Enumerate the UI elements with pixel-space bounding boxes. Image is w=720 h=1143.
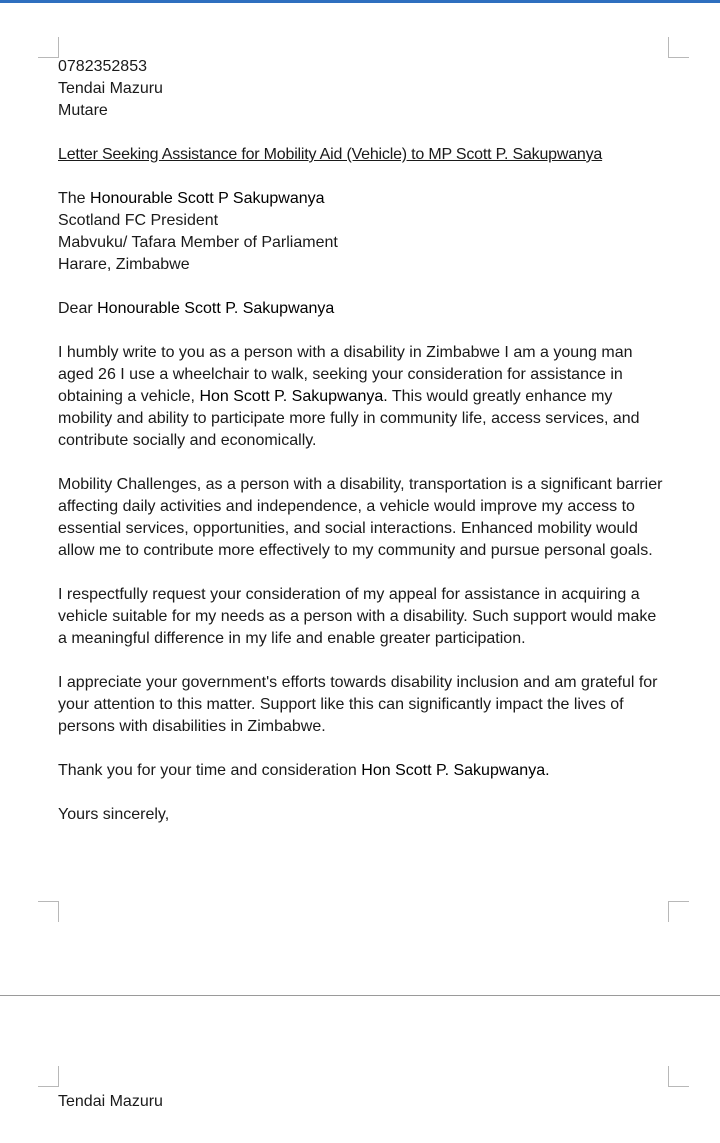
thanks-name: Hon Scott P. Sakupwanya. <box>361 762 550 779</box>
salutation-name: Honourable Scott P. Sakupwanya <box>97 300 335 317</box>
paragraph-1 <box>58 342 668 452</box>
closing: Yours sincerely, <box>58 806 170 823</box>
sender-phone: 0782352853 <box>58 58 147 75</box>
margin-corner-bottom-right <box>668 901 689 922</box>
paragraph-1-after: This would greatly enhance my mobility and ability to participate more fully in community life, access services, and contribute socially and economically. <box>58 388 640 449</box>
salutation <box>58 298 668 320</box>
recipient-line-1 <box>58 188 668 210</box>
margin-corner-top-left <box>38 37 59 58</box>
letter-title-block <box>58 144 668 166</box>
sender-city: Mutare <box>58 102 108 119</box>
sender-name: Tendai Mazuru <box>58 80 163 97</box>
recipient-prefix: The <box>58 190 91 207</box>
recipient-line-2: Scotland FC President <box>58 212 219 229</box>
paragraph-2: Mobility Challenges, as a person with a disability, transportation is a significant barrier affecting daily activities and independence, a vehicle would improve my access to essential services, opportunities, and social interactions. Enhanced mobility would allow me to contribute more effectively to my community and pursue personal goals. <box>58 476 663 559</box>
recipient-name: Honourable Scott P Sakupwanya <box>90 190 325 207</box>
thanks-line <box>58 760 668 782</box>
signature-name: Tendai Mazuru <box>58 1093 163 1110</box>
recipient-line-4: Harare, Zimbabwe <box>58 256 190 273</box>
paragraph-3: I respectfully request your consideration of my appeal for assistance in acquiring a vehicle suitable for my needs as a person with a disability. Such support would make a meaningful difference in my life and enable greater participation. <box>58 586 657 647</box>
recipient-line-3: Mabvuku/ Tafara Member of Parliament <box>58 234 338 251</box>
margin-corner-top-right-page-2 <box>668 1066 689 1087</box>
salutation-prefix: Dear <box>58 300 98 317</box>
sender-block <box>58 56 668 122</box>
thanks-before: Thank you for your time and consideration <box>58 762 362 779</box>
margin-corner-bottom-left <box>38 901 59 922</box>
margin-corner-top-right <box>668 37 689 58</box>
paragraph-1-name: Hon Scott P. Sakupwanya. <box>199 388 388 405</box>
recipient-block <box>58 188 668 276</box>
margin-corner-top-left-page-2 <box>38 1066 59 1087</box>
paragraph-4: I appreciate your government's efforts towards disability inclusion and am grateful for your attention to this matter. Support like this can significantly impact the lives of persons with disabilities in Zimbabwe. <box>58 674 658 735</box>
paragraph-1-before: I humbly write to you as a person with a disability in Zimbabwe I am a young man aged 26 I use a wheelchair to walk, seeking your consideration for assistance in obtaining a vehicle, <box>58 344 633 405</box>
signature-block[interactable] <box>58 1091 668 1113</box>
letter-title: Letter Seeking Assistance for Mobility Aid (Vehicle) to MP Scott P. Sakupwanya <box>58 146 603 163</box>
letter-body[interactable] <box>58 56 668 848</box>
document-page-1[interactable] <box>0 3 720 995</box>
document-page-2[interactable] <box>0 996 720 1143</box>
